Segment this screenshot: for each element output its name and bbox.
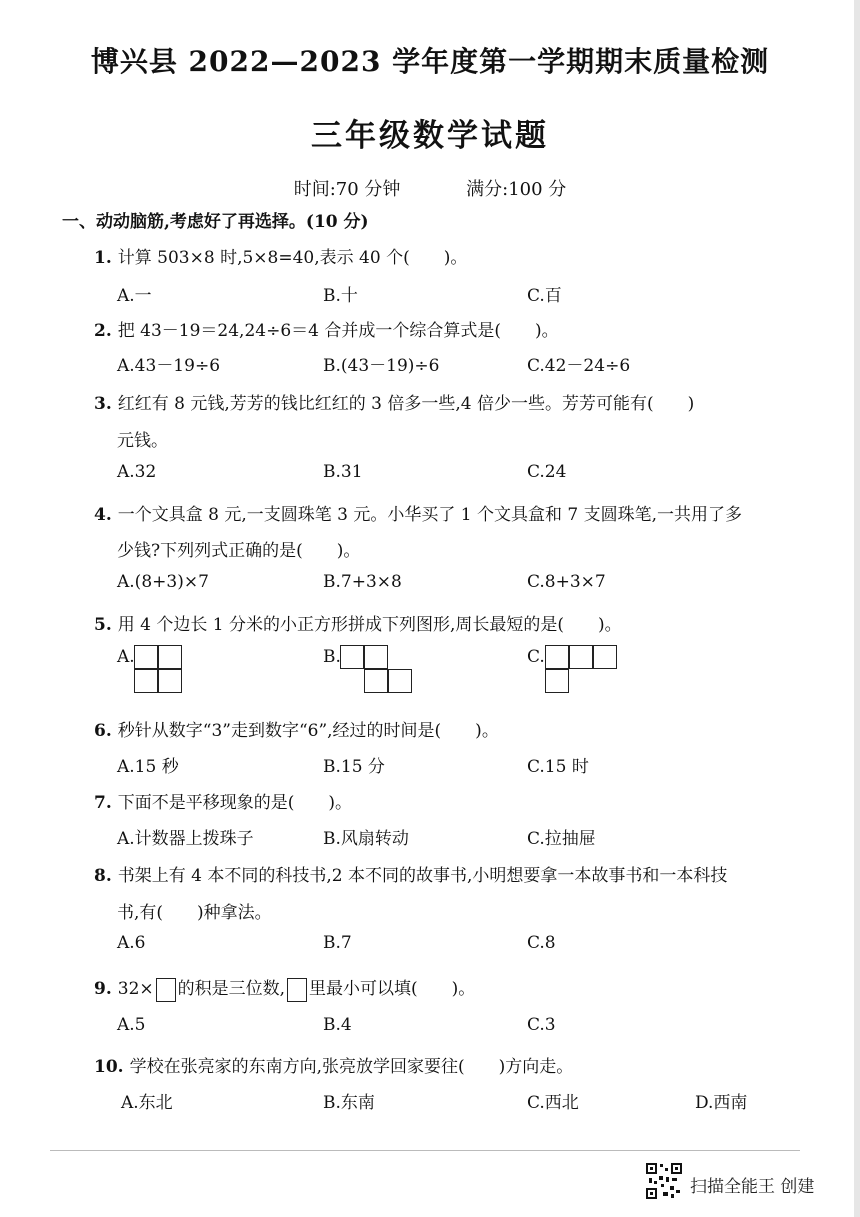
question-5: [94, 610, 622, 635]
question-1: [94, 243, 467, 268]
question-text: 计算 503×8 时,5×8=40,表示 40 个( )。: [117, 248, 468, 268]
option-a: A.43－19÷6: [117, 356, 221, 376]
option-b: B.15 分: [323, 757, 385, 777]
option-a: A.一: [117, 286, 152, 306]
question-9: [94, 974, 475, 1002]
question-number: 7.: [94, 793, 112, 813]
question-number: 6.: [94, 721, 112, 741]
question-number: 9.: [94, 979, 112, 999]
option-a: A.: [117, 647, 135, 667]
question-number: 5.: [94, 615, 112, 635]
option-b: B.: [323, 647, 341, 667]
option-c: C.拉抽屉: [527, 829, 596, 849]
option-b: B.7+3×8: [323, 572, 402, 592]
option-b: B.东南: [323, 1093, 375, 1113]
exam-title: 博兴县 2022—2023 学年度第一学期期末质量检测: [90, 45, 770, 78]
option-c: C.百: [527, 286, 562, 306]
question-text: 秒针从数字“3”走到数字“6”,经过的时间是( )。: [117, 721, 499, 741]
question-text-cont: 书,有( )种拿法。: [117, 903, 272, 923]
option-b: B.十: [323, 286, 358, 306]
exam-score: 满分:100 分: [466, 179, 567, 200]
question-text-c: 里最小可以填( )。: [309, 979, 476, 999]
option-c: C.8+3×7: [527, 572, 606, 592]
option-c: C.24: [527, 462, 567, 482]
option-d: D.西南: [695, 1093, 748, 1113]
divider: [50, 1150, 800, 1151]
question-text-b: 的积是三位数,: [177, 979, 286, 999]
question-6: [94, 716, 499, 741]
question-text: 用 4 个边长 1 分米的小正方形拼成下列图形,周长最短的是( )。: [117, 615, 622, 635]
question-2: [94, 316, 559, 341]
option-b: B.4: [323, 1015, 352, 1035]
option-a: A.东北: [121, 1093, 173, 1113]
blank-box: [287, 978, 307, 1002]
option-a: A.计数器上拨珠子: [117, 829, 254, 849]
exam-subtitle: 三年级数学试题: [311, 118, 549, 154]
qr-code-icon: [645, 1162, 683, 1200]
question-3: [94, 389, 694, 414]
question-text: 书架上有 4 本不同的科技书,2 本不同的故事书,小明想要拿一本故事书和一本科技: [117, 866, 728, 886]
question-text: 下面不是平移现象的是( )。: [117, 793, 353, 813]
question-number: 3.: [94, 394, 112, 414]
question-text-a: 32×: [117, 979, 154, 999]
question-4: [94, 500, 742, 525]
question-text: 一个文具盒 8 元,一支圆珠笔 3 元。小华买了 1 个文具盒和 7 支圆珠笔,一共用了多: [117, 505, 743, 525]
option-c: C.3: [527, 1015, 556, 1035]
question-text-cont: 少钱?下列列式正确的是( )。: [117, 541, 361, 561]
question-7: [94, 788, 352, 813]
option-a: A.6: [117, 933, 146, 953]
question-number: 2.: [94, 321, 112, 341]
question-number: 8.: [94, 866, 112, 886]
option-a: A.32: [117, 462, 157, 482]
section-title: 一、动动脑筋,考虑好了再选择。(10 分): [62, 212, 369, 232]
question-10: [94, 1052, 573, 1077]
option-c: C.西北: [527, 1093, 579, 1113]
exam-meta: [0, 175, 860, 201]
option-b: B.31: [323, 462, 363, 482]
question-text: 红红有 8 元钱,芳芳的钱比红红的 3 倍多一些,4 倍少一些。芳芳可能有( ): [117, 394, 695, 414]
option-a: A.5: [117, 1015, 146, 1035]
question-number: 10.: [94, 1057, 124, 1077]
question-text-cont: 元钱。: [117, 431, 168, 451]
question-number: 4.: [94, 505, 112, 525]
option-b: B.7: [323, 933, 352, 953]
option-b: B.(43－19)÷6: [323, 356, 440, 376]
question-number: 1.: [94, 248, 112, 268]
option-c: C.8: [527, 933, 556, 953]
option-a: A.(8+3)×7: [117, 572, 209, 592]
option-a: A.15 秒: [117, 757, 179, 777]
blank-box: [156, 978, 176, 1002]
scanner-watermark: 扫描全能王 创建: [690, 1177, 815, 1197]
option-c: C.: [527, 647, 545, 667]
option-c: C.42－24÷6: [527, 356, 631, 376]
option-b: B.风扇转动: [323, 829, 409, 849]
question-text: 把 43－19＝24,24÷6＝4 合并成一个综合算式是( )。: [117, 321, 559, 341]
option-c: C.15 时: [527, 757, 589, 777]
question-text: 学校在张亮家的东南方向,张亮放学回家要往( )方向走。: [129, 1057, 574, 1077]
exam-time: 时间:70 分钟: [293, 179, 401, 200]
question-8: [94, 861, 727, 886]
